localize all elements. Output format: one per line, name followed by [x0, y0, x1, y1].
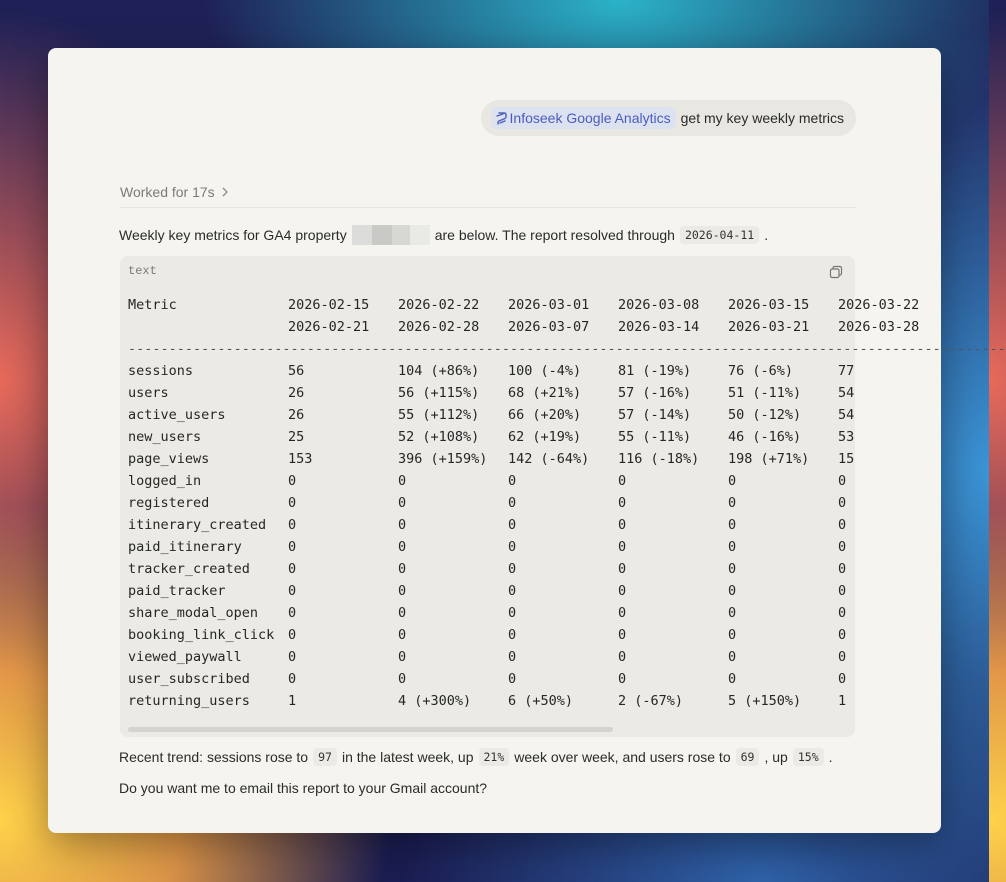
metric-value: 0	[728, 605, 737, 621]
metric-name: registered	[128, 495, 210, 511]
metric-value: 0	[838, 671, 847, 687]
metric-value: 0	[398, 627, 407, 643]
metric-value: 6 (+50%)	[508, 693, 574, 709]
metric-value: 0	[288, 605, 297, 621]
question-paragraph	[119, 780, 487, 796]
code-language-label: text	[128, 264, 157, 278]
trend-sessions-change: 21%	[479, 748, 510, 766]
metric-value: 0	[398, 671, 407, 687]
metric-value: 54	[838, 385, 855, 401]
header-week-start: 2026-03-22	[838, 297, 920, 313]
header-metric: Metric	[128, 297, 177, 313]
metric-value: 0	[728, 473, 737, 489]
header-week-start: 2026-03-01	[508, 297, 590, 313]
metric-value: 26	[288, 385, 305, 401]
metric-value: 0	[508, 495, 517, 511]
metric-value: 46 (-16%)	[728, 429, 802, 445]
connector-chip[interactable]	[491, 107, 676, 129]
table-row	[128, 646, 855, 668]
table-row	[128, 426, 855, 448]
metric-value: 0	[508, 605, 517, 621]
chat-window	[48, 48, 1006, 833]
header-week-end: 2026-03-14	[618, 319, 700, 335]
resolved-date-code: 2026-04-11	[680, 226, 759, 244]
metric-value: 0	[398, 649, 407, 665]
metric-name: share_modal_open	[128, 605, 259, 621]
metric-value: 2 (-67%)	[618, 693, 684, 709]
metric-value: 0	[508, 539, 517, 555]
metric-value: 0	[728, 495, 737, 511]
table-row	[128, 382, 855, 404]
worked-duration-toggle[interactable]	[120, 184, 229, 200]
metric-value: 15	[838, 451, 855, 467]
copy-icon[interactable]	[829, 265, 843, 279]
table-row	[128, 360, 855, 382]
intro-paragraph	[119, 225, 768, 245]
metric-value: 0	[288, 561, 297, 577]
header-week-end: 2026-02-28	[398, 319, 480, 335]
metric-value: 116 (-18%)	[618, 451, 700, 467]
table-row	[128, 624, 855, 646]
metric-value: 0	[728, 539, 737, 555]
metric-value: 0	[618, 561, 627, 577]
metric-value: 25	[288, 429, 305, 445]
user-message-bubble	[481, 100, 856, 136]
table-row	[128, 492, 855, 514]
metric-value: 0	[398, 473, 407, 489]
question-text: Do you want me to email this report to your Gmail account?	[119, 780, 488, 796]
table-row	[128, 580, 855, 602]
table-row	[128, 404, 855, 426]
trend-users-change: 15%	[793, 748, 824, 766]
intro-period: .	[764, 227, 769, 243]
metric-name: users	[128, 385, 169, 401]
metric-name: paid_tracker	[128, 583, 226, 599]
metric-value: 54	[838, 407, 855, 423]
metric-name: user_subscribed	[128, 671, 250, 687]
metric-value: 0	[618, 627, 627, 643]
metric-value: 77	[838, 363, 855, 379]
metric-value: 0	[728, 627, 737, 643]
header-week-end: 2026-03-28	[838, 319, 920, 335]
metric-value: 0	[398, 495, 407, 511]
table-header-row	[128, 294, 920, 316]
table-row	[128, 668, 855, 690]
metric-value: 0	[618, 473, 627, 489]
horizontal-scrollbar[interactable]	[128, 727, 613, 732]
metric-value: 4 (+300%)	[398, 693, 472, 709]
metric-name: page_views	[128, 451, 210, 467]
header-week-start: 2026-02-15	[288, 297, 370, 313]
metric-value: 0	[838, 649, 847, 665]
trend-text-3: week over week, and users rose to	[514, 749, 731, 765]
metric-value: 0	[508, 627, 517, 643]
connector-chip-label: Infoseek Google Analytics	[509, 110, 671, 126]
metric-value: 0	[838, 495, 847, 511]
metric-value: 5 (+150%)	[728, 693, 802, 709]
metric-name: booking_link_click	[128, 627, 275, 643]
metric-name: paid_itinerary	[128, 539, 242, 555]
worked-label: Worked for 17s	[120, 184, 215, 200]
metric-value: 52 (+108%)	[398, 429, 480, 445]
metric-value: 56	[288, 363, 305, 379]
metric-value: 198 (+71%)	[728, 451, 810, 467]
header-week-start: 2026-03-15	[728, 297, 810, 313]
metric-value: 0	[728, 517, 737, 533]
metric-name: returning_users	[128, 693, 250, 709]
metric-value: 0	[728, 583, 737, 599]
table-row	[128, 514, 855, 536]
trend-text-2: in the latest week, up	[341, 749, 474, 765]
metric-value: 396 (+159%)	[398, 451, 488, 467]
metric-value: 0	[288, 495, 297, 511]
metric-value: 0	[728, 561, 737, 577]
table-row	[128, 448, 855, 470]
metric-value: 0	[838, 605, 847, 621]
metric-value: 0	[508, 671, 517, 687]
trend-text-1: Recent trend: sessions rose to	[119, 749, 309, 765]
metric-value: 55 (-11%)	[618, 429, 692, 445]
metric-value: 68 (+21%)	[508, 385, 582, 401]
metric-value: 0	[838, 539, 847, 555]
metric-value: 0	[838, 561, 847, 577]
metric-value: 0	[288, 517, 297, 533]
connector-icon	[496, 112, 507, 125]
metric-name: tracker_created	[128, 561, 250, 577]
metric-value: 0	[288, 627, 297, 643]
metric-name: viewed_paywall	[128, 649, 242, 665]
metric-value: 0	[618, 539, 627, 555]
redacted-property-id	[352, 225, 430, 245]
metric-value: 66 (+20%)	[508, 407, 582, 423]
metric-value: 0	[398, 605, 407, 621]
metric-name: active_users	[128, 407, 226, 423]
metric-value: 0	[618, 583, 627, 599]
metric-value: 142 (-64%)	[508, 451, 590, 467]
metric-value: 0	[508, 473, 517, 489]
metric-value: 53	[838, 429, 855, 445]
table-row	[128, 602, 855, 624]
metric-value: 0	[618, 517, 627, 533]
metric-value: 104 (+86%)	[398, 363, 480, 379]
metric-value: 153	[288, 451, 313, 467]
metric-value: 0	[618, 671, 627, 687]
trend-sessions-value: 97	[313, 748, 337, 766]
trend-text-5: .	[828, 749, 833, 765]
table-row	[128, 690, 855, 712]
header-week-end: 2026-03-07	[508, 319, 590, 335]
code-block	[120, 256, 1006, 737]
metric-name: logged_in	[128, 473, 202, 489]
metric-value: 62 (+19%)	[508, 429, 582, 445]
metric-value: 0	[618, 495, 627, 511]
table-rule: ------------------------------------------------------------------------------------------------------------	[128, 341, 1006, 357]
table-header-row-2	[128, 316, 920, 338]
divider	[120, 207, 856, 208]
metric-value: 0	[838, 473, 847, 489]
header-week-end: 2026-02-21	[288, 319, 370, 335]
metric-name: sessions	[128, 363, 194, 379]
metric-value: 0	[288, 671, 297, 687]
intro-text-after: are below. The report resolved through	[434, 227, 675, 243]
metric-value: 0	[838, 517, 847, 533]
metric-value: 81 (-19%)	[618, 363, 692, 379]
table-row	[128, 558, 855, 580]
metric-value: 57 (-14%)	[618, 407, 692, 423]
metric-value: 0	[288, 649, 297, 665]
trend-users-value: 69	[736, 748, 760, 766]
metric-value: 26	[288, 407, 305, 423]
user-message-text: get my key weekly metrics	[680, 110, 844, 126]
metric-value: 56 (+115%)	[398, 385, 480, 401]
metric-value: 0	[288, 473, 297, 489]
metric-value: 55 (+112%)	[398, 407, 480, 423]
intro-text-before: Weekly key metrics for GA4 property	[119, 227, 347, 243]
metrics-table	[128, 294, 1006, 723]
metric-value: 0	[398, 561, 407, 577]
metric-value: 0	[508, 561, 517, 577]
metric-name: new_users	[128, 429, 202, 445]
metric-value: 0	[508, 517, 517, 533]
metric-value: 100 (-4%)	[508, 363, 582, 379]
metric-name: itinerary_created	[128, 517, 267, 533]
metric-value: 0	[288, 583, 297, 599]
trend-text-4: , up	[764, 749, 788, 765]
metric-value: 0	[838, 627, 847, 643]
metric-value: 50 (-12%)	[728, 407, 802, 423]
metric-value: 1	[838, 693, 847, 709]
metric-value: 0	[288, 539, 297, 555]
metric-value: 0	[618, 649, 627, 665]
metric-value: 0	[508, 583, 517, 599]
metric-value: 76 (-6%)	[728, 363, 794, 379]
header-week-start: 2026-02-22	[398, 297, 480, 313]
metric-value: 0	[398, 539, 407, 555]
metric-value: 51 (-11%)	[728, 385, 802, 401]
header-week-start: 2026-03-08	[618, 297, 700, 313]
metric-value: 0	[398, 517, 407, 533]
metric-value: 0	[838, 583, 847, 599]
chevron-right-icon	[221, 187, 229, 197]
metric-value: 1	[288, 693, 297, 709]
metric-value: 0	[508, 649, 517, 665]
metric-value: 0	[728, 649, 737, 665]
table-row	[128, 470, 855, 492]
metric-value: 0	[398, 583, 407, 599]
metric-value: 57 (-16%)	[618, 385, 692, 401]
table-row	[128, 536, 855, 558]
trend-paragraph	[119, 748, 833, 766]
metric-value: 0	[728, 671, 737, 687]
header-week-end: 2026-03-21	[728, 319, 810, 335]
metric-value: 0	[618, 605, 627, 621]
